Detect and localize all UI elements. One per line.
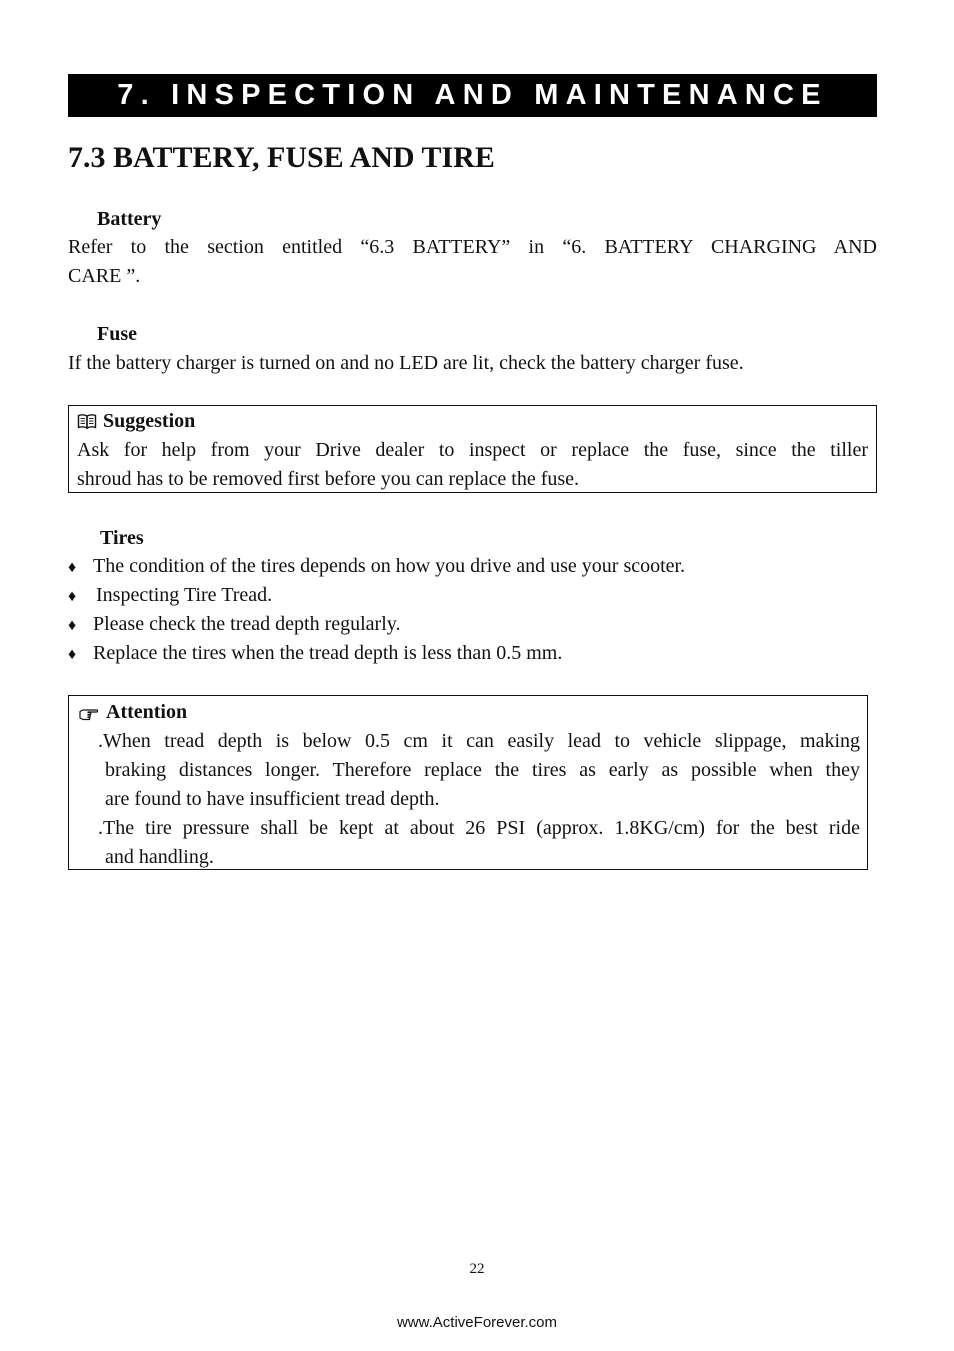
tires-bullet-item	[68, 610, 400, 640]
diamond-bullet-icon: ♦	[68, 646, 77, 663]
diamond-bullet-icon: ♦	[68, 588, 77, 605]
suggestion-title-text: Suggestion	[103, 410, 196, 432]
tires-bullet-item	[68, 552, 685, 582]
diamond-bullet-icon: ♦	[68, 617, 77, 634]
book-icon	[77, 410, 97, 439]
section-title: 7.3 BATTERY, FUSE AND TIRE	[68, 141, 495, 174]
pointing-hand-icon	[79, 701, 98, 730]
tires-bullet-text: The condition of the tires depends on how you drive and use your scooter.	[93, 555, 686, 577]
suggestion-title	[77, 407, 195, 439]
attention-item-1-line-3: are found to have insufficient tread depth.	[105, 788, 440, 810]
attention-item-1-line-1: .When tread depth is below 0.5 cm it can easily lead to vehicle slippage, making	[98, 730, 860, 752]
suggestion-text-line-2: shroud has to be removed first before you can replace the fuse.	[77, 468, 580, 490]
suggestion-text-line-1: Ask for help from your Drive dealer to inspect or replace the fuse, since the tiller	[77, 439, 868, 461]
tires-bullet-text: Replace the tires when the tread depth is less than 0.5 mm.	[93, 642, 563, 664]
tires-heading: Tires	[100, 527, 144, 549]
page-number: 22	[469, 1261, 485, 1277]
attention-title-text: Attention	[106, 701, 188, 723]
fuse-text: If the battery charger is turned on and no LED are lit, check the battery charger fuse.	[68, 352, 744, 374]
battery-text-line-1: Refer to the section entitled “6.3 BATTERY” in “6. BATTERY CHARGING AND	[68, 236, 877, 258]
attention-item-2-line-1: .The tire pressure shall be kept at about 26 PSI (approx. 1.8KG/cm) for the best ride	[98, 817, 860, 839]
battery-text-line-2: CARE ”.	[68, 265, 141, 287]
battery-heading: Battery	[97, 208, 162, 230]
tires-bullet-text: Please check the tread depth regularly.	[93, 613, 401, 635]
tires-bullet-text: Inspecting Tire Tread.	[96, 584, 273, 606]
attention-item-2-line-2: and handling.	[105, 846, 214, 868]
tires-bullet-item	[68, 581, 272, 611]
diamond-bullet-icon: ♦	[68, 559, 77, 576]
tires-bullet-item	[68, 639, 562, 669]
attention-item-1-line-2: braking distances longer. Therefore replace the tires as early as possible when they	[105, 759, 860, 781]
attention-title	[79, 698, 187, 730]
attention-box	[68, 695, 868, 870]
chapter-header: 7. INSPECTION AND MAINTENANCE	[68, 74, 877, 117]
footer-website: www.ActiveForever.com	[396, 1314, 558, 1331]
fuse-heading: Fuse	[97, 323, 137, 345]
suggestion-box	[68, 405, 877, 493]
